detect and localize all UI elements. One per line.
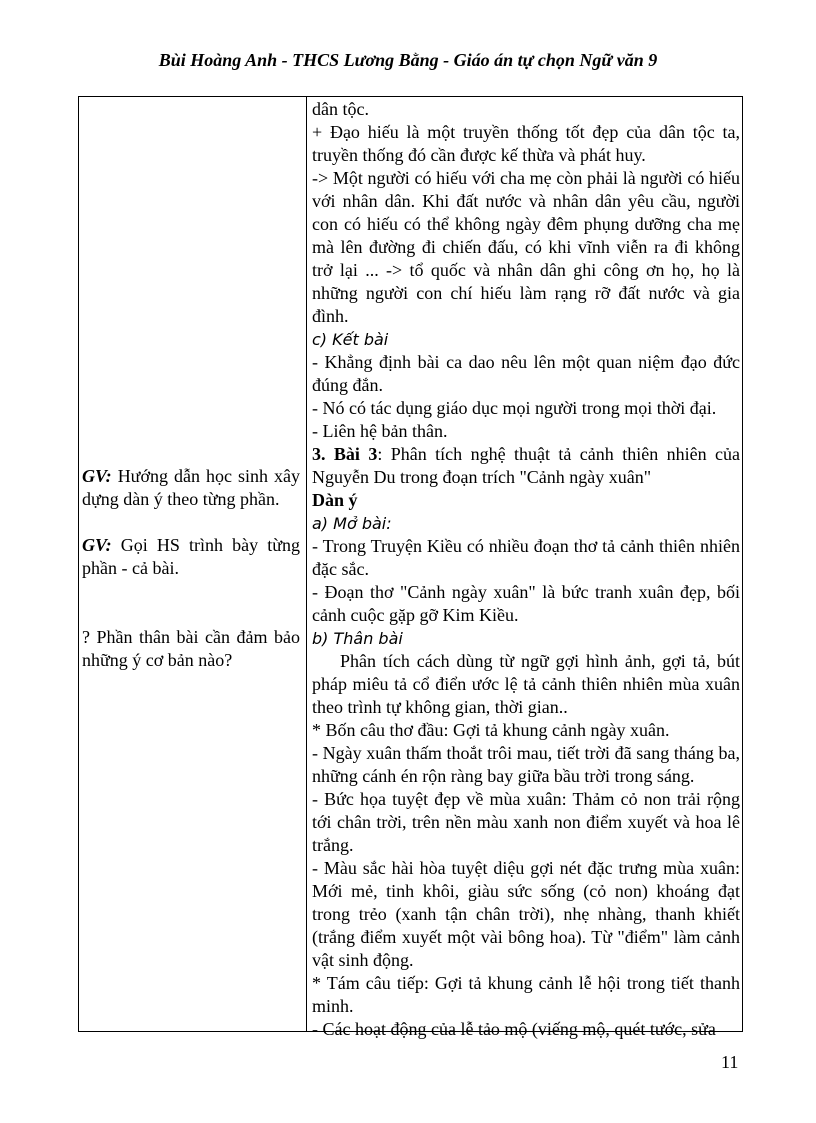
exercise-text: : Phân tích nghệ thuật tả cảnh thiên nhiên của Nguyễn Du trong đoạn trích "Cảnh ngày xuân": [312, 444, 740, 487]
page-number: 11: [721, 1052, 739, 1072]
exercise-title: [312, 443, 740, 489]
content-line: - Đoạn thơ "Cảnh ngày xuân" là bức tranh xuân đẹp, bối cảnh cuộc gặp gỡ Kim Kiều.: [312, 582, 740, 625]
content-line: - Bức họa tuyệt đẹp về mùa xuân: Thảm cỏ non trải rộng tới chân trời, trên nền màu xanh non điểm xuyết và hoa lê trắng.: [312, 789, 740, 855]
section-heading-than-bai: b) Thân bài: [312, 629, 403, 648]
content-line: Phân tích cách dùng từ ngữ gợi hình ảnh, gợi tả, bút pháp miêu tả cổ điển ước lệ tả cảnh thiên nhiên mùa xuân theo trình tự không gian, thời gian..: [312, 651, 740, 717]
content-line: * Bốn câu thơ đầu: Gợi tả khung cảnh ngày xuân.: [312, 720, 670, 740]
teacher-question: [82, 626, 300, 672]
content-line: - Liên hệ bản thân.: [312, 421, 448, 441]
gv-text: Hướng dẫn học sinh xây dựng dàn ý theo từng phần.: [82, 466, 300, 509]
exercise-number: 3. Bài 3: [312, 444, 378, 464]
content-column: [312, 98, 740, 1041]
content-line: + Đạo hiếu là một truyền thống tốt đẹp của dân tộc ta, truyền thống đó cần được kế thừa và phát huy.: [312, 122, 740, 165]
lesson-table: [78, 96, 743, 1039]
content-line: - Trong Truyện Kiều có nhiều đoạn thơ tả cảnh thiên nhiên đặc sắc.: [312, 536, 740, 579]
section-heading-mo-bai: a) Mở bài:: [312, 514, 392, 533]
gv-text: Gọi HS trình bày từng phần - cả bài.: [82, 535, 300, 578]
outline-heading-text: Dàn ý: [312, 490, 358, 510]
question-text: ? Phần thân bài cần đảm bảo những ý cơ bản nào?: [82, 627, 300, 670]
page-header: Bùi Hoàng Anh - THCS Lương Bằng - Giáo án tự chọn Ngữ văn 9: [158, 50, 658, 70]
content-line: dân tộc.: [312, 99, 369, 119]
content-line: - Ngày xuân thấm thoắt trôi mau, tiết trời đã sang tháng ba, những cánh én rộn ràng bay giữa bầu trời trong sáng.: [312, 743, 740, 786]
content-line: -> Một người có hiếu với cha mẹ còn phải là người có hiếu với nhân dân. Khi đất nước và nhân dân yêu cầu, người con có hiếu có thể không ngày đêm phụng dưỡng cha mẹ mà lên đường đi chiến đấu, có khi vĩnh viễn ra đi không trở lại ... -> tổ quốc và nhân dân ghi công ơn họ, họ là những người con chí hiếu làm rạng rỡ đất nước và gia đình.: [312, 168, 740, 326]
content-line: - Nó có tác dụng giáo dục mọi người trong mọi thời đại.: [312, 398, 717, 418]
content-line: - Màu sắc hài hòa tuyệt diệu gợi nét đặc trưng mùa xuân: Mới mẻ, tinh khôi, giàu sức sống (cỏ non) khoáng đạt trong trẻo (xanh tận chân trời), nhẹ nhàng, thanh khiết (trắng điểm xuyết một vài bông hoa). Từ "điểm" làm cảnh vật sinh động.: [312, 858, 740, 970]
outline-heading: [312, 489, 740, 512]
content-line: - Các hoạt động của lễ tảo mộ (viếng mộ, quét tước, sửa: [312, 1019, 716, 1039]
gv-label: GV:: [82, 535, 112, 555]
teacher-instruction-1: [82, 465, 300, 511]
gv-label: GV:: [82, 466, 112, 486]
content-line: * Tám câu tiếp: Gợi tả khung cảnh lễ hội trong tiết thanh minh.: [312, 973, 740, 1016]
teacher-instruction-2: [82, 534, 300, 580]
column-divider: [306, 97, 307, 1031]
content-line: - Khẳng định bài ca dao nêu lên một quan niệm đạo đức đúng đắn.: [312, 352, 740, 395]
section-heading-ket-bai: c) Kết bài: [312, 330, 389, 349]
